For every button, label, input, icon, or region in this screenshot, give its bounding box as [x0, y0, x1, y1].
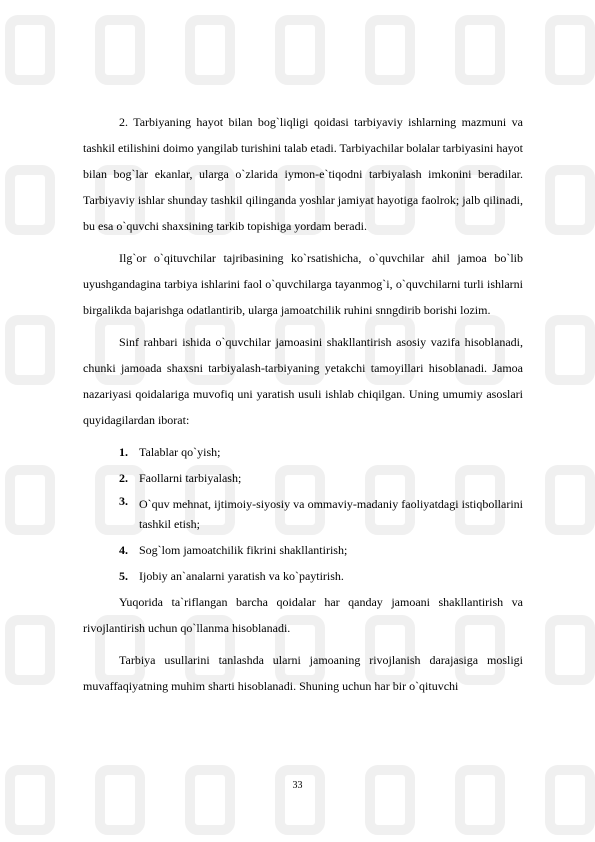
list-item	[119, 465, 523, 491]
list-item-text: Talablar qo`yish;	[139, 445, 221, 459]
list-item	[119, 563, 523, 589]
paragraph: 2. Tarbiyaning hayot bilan bog`liqligi qoidasi tarbiyaviy ishlarning mazmuni va tashkil etilishini doimo yangilab turishini talab etadi. Tarbiyachilar bolalar tarbiyasini hayot bilan bog`lar ekanlar, ularga o`zlarida iymon-e`tiqodni tarbiyalash imkonini beradilar. Tarbiyaviy ishlar shunday tashkil qilinganda yoshlar jamiyat hayotiga faolrok; jalb qilinadi, bu esa o`quvchi shaxsining tarkib topishiga yordam beradi.	[83, 115, 523, 233]
list-number: 5.	[119, 569, 128, 583]
list-item-text: Sog`lom jamoatchilik fikrini shakllantirish;	[139, 543, 348, 557]
list-number: 2.	[119, 471, 128, 485]
list-item	[119, 537, 523, 563]
paragraph: Tarbiya usullarini tanlashda ularni jamoaning rivojlanish darajasiga mosligi muvaffaqiyatning muhim sharti hisoblanadi. Shuning uchun har bir o`qituvchi	[83, 653, 523, 693]
list-item	[119, 439, 523, 465]
page-number: 33	[292, 780, 303, 791]
list-number: 3.	[119, 494, 128, 508]
list-number: 4.	[119, 543, 128, 557]
list-item-text: O`quv mehnat, ijtimoiy-siyosiy va ommaviy-madaniy faoliyatdagi istiqbollarini tashkil etish;	[139, 497, 523, 531]
paragraph: Ilg`or o`qituvchilar tajribasining ko`rsatishicha, o`quvchilar ahil jamoa bo`lib uyushgandagina tarbiya ishlarini faol o`quvchilarga tayanmog`i, o`quvchilarni turli ishlarni birgalikda bajarishga odatlantirib, ularga jamoatchilik ruhini snngdirib borishi lozim.	[83, 251, 523, 317]
list-number: 1.	[119, 445, 128, 459]
list-item-text: Ijobiy an`analarni yaratish va ko`paytirish.	[139, 569, 344, 583]
list-item-text: Faollarni tarbiyalash;	[139, 471, 242, 485]
principles-list	[119, 439, 523, 589]
list-item	[119, 491, 523, 537]
page-body	[83, 109, 523, 705]
paragraph: Yuqorida ta`riflangan barcha qoidalar har qanday jamoani shakllantirish va rivojlantirish uchun qo`llanma hisoblanadi.	[83, 595, 523, 635]
paragraph: Sinf rahbari ishida o`quvchilar jamoasini shakllantirish asosiy vazifa hisoblanadi, chunki jamoada shaxsni tarbiyalash-tarbiyaning yetakchi tamoyillari hisoblanadi. Jamoa nazariyasi qoidalariga muvofiq uni yaratish usuli ishlab chiqilgan. Uning umumiy asoslari quyidagilardan iborat:	[83, 335, 523, 427]
